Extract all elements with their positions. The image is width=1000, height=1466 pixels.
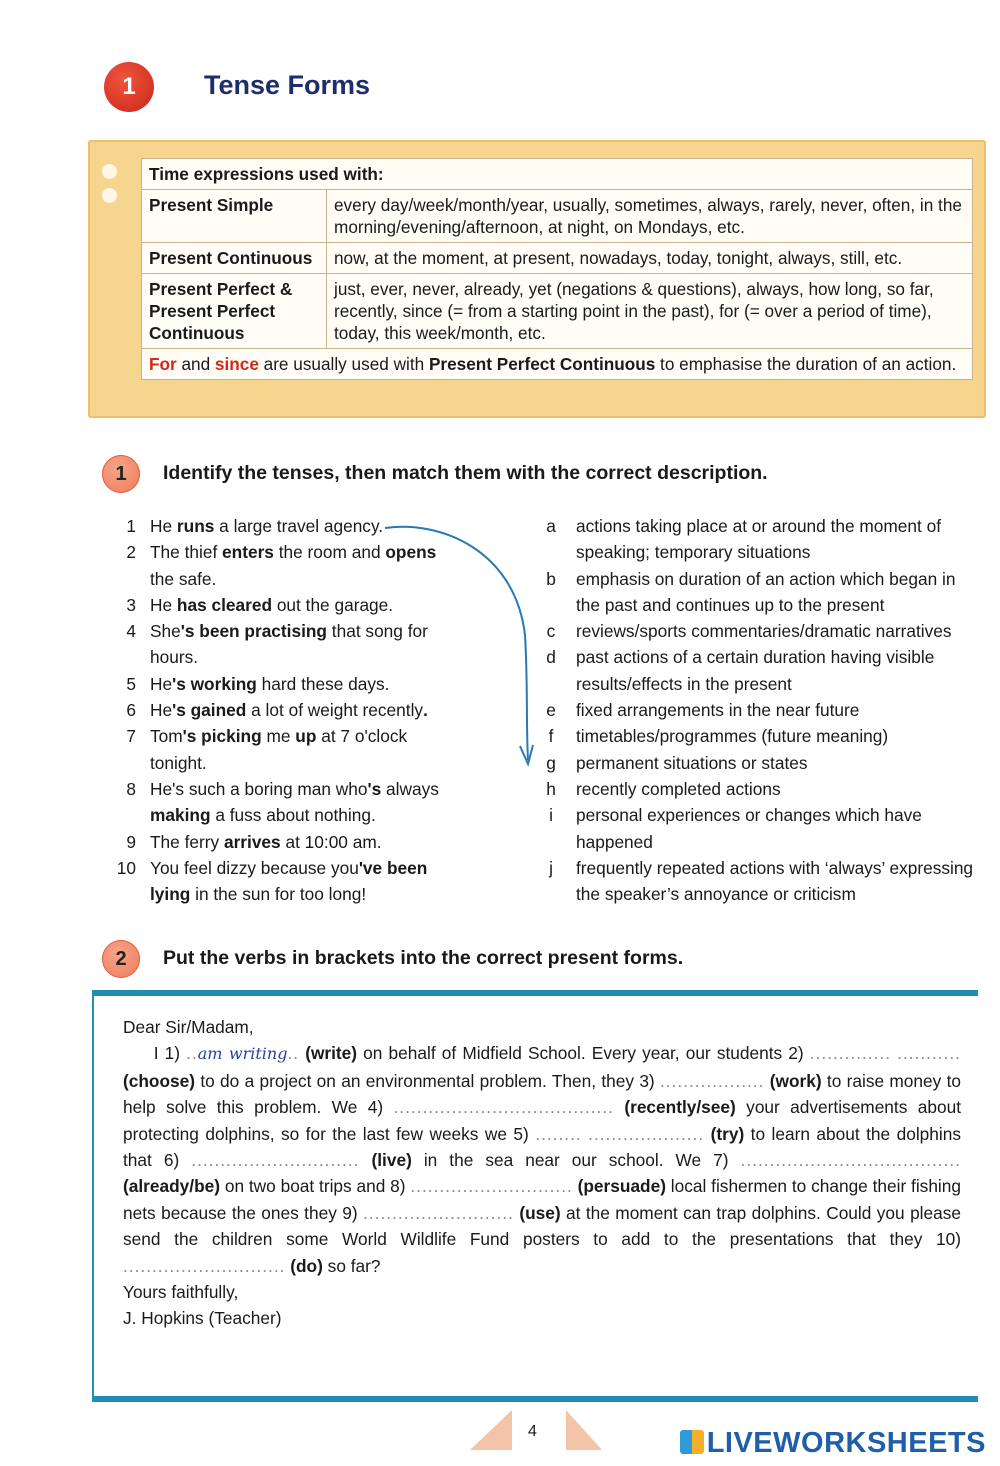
section-title: Tense Forms [204, 70, 371, 100]
item-number: 7 [126, 726, 136, 747]
item-number: 2 [126, 542, 136, 563]
exercise-1-title: Identify the tenses, then match them with the correct description. [163, 462, 768, 484]
description-item [536, 513, 976, 566]
description-text: fixed arrangements in the near future [576, 700, 860, 721]
description-item [536, 697, 976, 723]
page-decoration-icon [470, 1408, 610, 1453]
item-letter: c [546, 621, 556, 642]
description-text: permanent situations or states [576, 752, 808, 773]
item-number: 8 [126, 778, 136, 799]
description-item [536, 855, 976, 908]
sentence-text: He has cleared out the garage. [150, 594, 394, 615]
letter-greeting: Dear Sir/Madam, [123, 1017, 254, 1037]
sentence-item [102, 829, 462, 855]
sentence-item [102, 776, 462, 829]
description-text: reviews/sports commentaries/dramatic narratives [576, 621, 952, 642]
item-number: 9 [126, 831, 136, 852]
exercise-2-title: Put the verbs in brackets into the correct present forms. [163, 947, 684, 969]
sentence-item [102, 855, 462, 908]
description-item [536, 618, 976, 644]
sentence-text: The thief enters the room and opens the safe. [150, 542, 437, 589]
binder-hole-icon [102, 164, 117, 179]
answer-blank[interactable]: .......................... [363, 1202, 514, 1223]
item-number: 4 [126, 621, 136, 642]
table-note: For and since are usually used with Present Perfect Continuous to emphasise the duration of an action. [142, 349, 973, 380]
description-text: timetables/programmes (future meaning) [576, 726, 889, 747]
item-letter: f [548, 726, 554, 747]
page-number: 4 [528, 1423, 537, 1440]
item-letter: g [546, 752, 556, 773]
description-item [536, 566, 976, 619]
binder-hole-icon [102, 188, 117, 203]
description-item [536, 750, 976, 776]
sentence-text: Tom's picking me up at 7 o'clock tonight. [150, 726, 408, 773]
item-letter: e [546, 700, 556, 721]
description-text: past actions of a certain duration having visible results/effects in the present [576, 647, 935, 694]
answer-blank[interactable]: ........ [535, 1123, 582, 1144]
tense-cell: Present Continuous [142, 243, 327, 274]
expressions-cell: now, at the moment, at present, nowadays, today, tonight, always, still, etc. [327, 243, 973, 274]
description-text: emphasis on duration of an action which began in the past and continues up to the present [576, 568, 956, 615]
item-letter: i [549, 805, 553, 826]
answer-blank[interactable]: .............. [809, 1043, 892, 1064]
section-number-badge: 1 [104, 62, 154, 112]
letter-body: I 1) ..am writing.. (write) on behalf of Midfield School. Every year, our students 2) .............. ........... (choose) to do a project on an environmental problem. Then, they 3) .................. (work) to raise money to help solve this problem. We 4) ...................................... (recently/see) your advertisements about protecting dolphins, so for the last few weeks we 5) ........ .................... (try) to learn about the dolphins that 6) ............................. (live) in the sea near our school. We 7) ...................................... (already/be) on two boat trips and 8) ............................ (persuade) local fishermen to change their fishing nets because the ones they 9) .......................... (use) at the moment can trap dolphins. Could you please send the children some World Wildlife Fund posters to add to the presentations that they 10) ............................ (do) so far? [123, 1043, 961, 1276]
answer-blank[interactable]: .................... [588, 1123, 705, 1144]
sentence-text: He's gained a lot of weight recently. [150, 700, 428, 721]
answer-blank[interactable]: ........... [897, 1043, 961, 1064]
answer-blank[interactable]: ............................. [191, 1150, 360, 1171]
description-item [536, 644, 976, 697]
table-header: Time expressions used with: [142, 159, 973, 190]
answer-blank[interactable]: ...................................... [740, 1150, 961, 1171]
exercise-1-badge: 1 [102, 455, 140, 493]
item-number: 3 [126, 594, 136, 615]
item-number: 6 [126, 700, 136, 721]
item-letter: j [549, 857, 553, 878]
sentence-text: You feel dizzy because you've been lying in the sun for too long! [150, 857, 428, 905]
match-arrow-icon [380, 520, 540, 770]
answer-blank[interactable]: ............................ [410, 1176, 573, 1197]
description-item [536, 802, 976, 855]
description-item [536, 776, 976, 802]
sentence-text: He runs a large travel agency. [150, 516, 384, 536]
table-row [142, 274, 973, 349]
table-row [142, 243, 973, 274]
description-text: personal experiences or changes which have happened [576, 805, 922, 852]
sentence-text: He's such a boring man who's always making a fuss about nothing. [150, 778, 439, 826]
sentence-text: The ferry arrives at 10:00 am. [150, 831, 382, 852]
description-text: actions taking place at or around the moment of speaking; temporary situations [576, 516, 942, 563]
answer-blank[interactable]: ...................................... [393, 1097, 614, 1118]
time-expressions-table [141, 158, 973, 380]
description-text: frequently repeated actions with ‘always’ expressing the speaker’s annoyance or criticism [576, 857, 974, 905]
item-number: 1 [126, 516, 136, 536]
item-letter: b [546, 568, 556, 589]
description-list [536, 513, 976, 907]
answer-blank[interactable]: .................. [660, 1070, 765, 1091]
table-row [142, 190, 973, 243]
item-letter: a [546, 516, 556, 536]
description-text: recently completed actions [576, 778, 781, 799]
exercise-2-badge: 2 [102, 940, 140, 978]
description-item [536, 723, 976, 749]
item-number: 10 [116, 857, 136, 878]
tense-cell: Present Perfect & Present Perfect Continuous [142, 274, 327, 349]
item-letter: d [546, 647, 556, 668]
item-letter: h [546, 778, 556, 799]
sentence-text: He's working hard these days. [150, 673, 390, 694]
logo-icon [680, 1430, 704, 1454]
expressions-cell: just, ever, never, already, yet (negations & questions), always, how long, so far, recently, since (= from a starting point in the past), for (= over a period of time), today, this week/month, etc. [327, 274, 973, 349]
liveworksheets-logo[interactable]: LIVEWORKSHEETS [680, 1427, 986, 1460]
item-number: 5 [126, 673, 136, 694]
letter [123, 1014, 961, 1332]
letter-signature: J. Hopkins (Teacher) [123, 1308, 282, 1329]
answer-blank[interactable]: ............................ [123, 1255, 286, 1276]
example-answer[interactable]: am writing [197, 1044, 288, 1064]
tense-cell: Present Simple [142, 190, 327, 243]
letter-closing: Yours faithfully, [123, 1282, 239, 1303]
expressions-cell: every day/week/month/year, usually, sometimes, always, rarely, never, often, in the morning/evening/afternoon, at night, on Mondays, etc. [327, 190, 973, 243]
sentence-text: She's been practising that song for hours. [150, 621, 428, 668]
